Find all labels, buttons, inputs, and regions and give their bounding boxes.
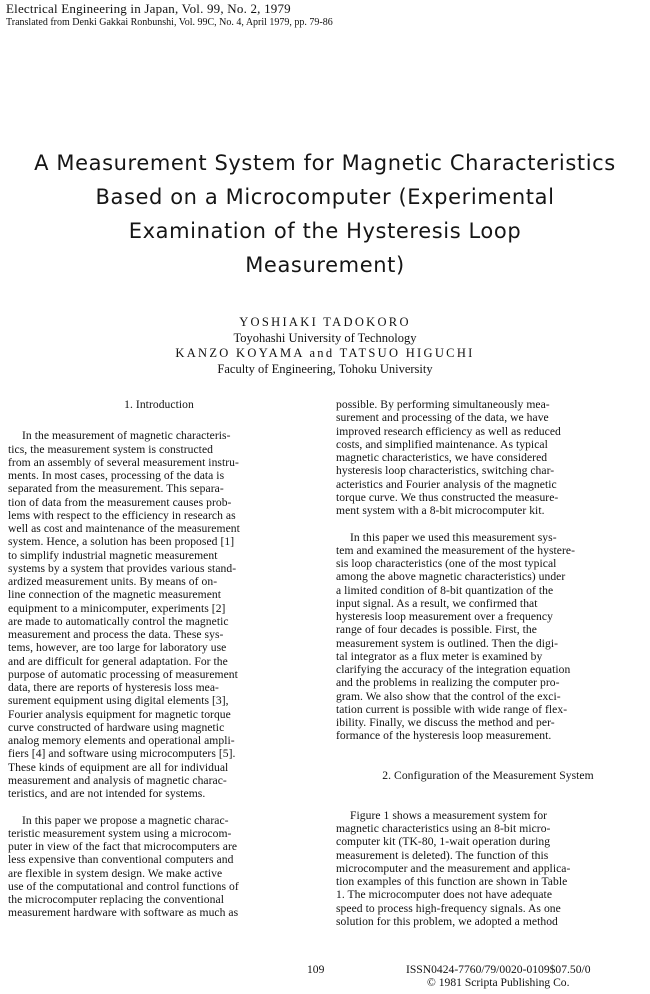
- text-line: and the problems in realizing the computer pro-: [336, 676, 560, 690]
- text-line: formance of the hysteresis loop measurement.: [336, 729, 552, 743]
- text-line: puter in view of the fact that microcomputers are: [8, 840, 238, 853]
- text-line: are made to automatically control the magnetic: [8, 614, 229, 628]
- text-line: teristics, and are not intended for systems.: [8, 787, 206, 800]
- text-line: solution for this problem, we adopted a method: [336, 914, 558, 928]
- author-block: [0, 315, 650, 377]
- translation-source: Translated from Denki Gakkai Ronbunshi, Vol. 99C, No. 4, April 1979, pp. 79-86: [6, 16, 333, 28]
- text-line: and are difficult for general adaptation. For the: [8, 654, 228, 668]
- page-number: 109: [307, 963, 325, 976]
- text-line: analog memory elements and operational ampli-: [8, 734, 235, 747]
- text-line: separated from the measurement. This separa-: [8, 482, 224, 496]
- text-line: gram. We also show that the control of the exci-: [336, 689, 561, 703]
- text-line: use of the computational and control functions of: [8, 879, 239, 893]
- text-line: system. Hence, a solution has been proposed [1]: [8, 535, 235, 549]
- text-line: measurement and analysis of magnetic charac-: [8, 773, 227, 787]
- issn-block: [406, 963, 591, 989]
- text-line: sis loop characteristics (one of the most typical: [336, 557, 557, 570]
- text-line: measurement system is outlined. Then the digi-: [336, 636, 559, 650]
- text-line: tation current is possible with wide range of flex-: [336, 702, 568, 716]
- text-line: well as cost and maintenance of the measurement: [8, 522, 240, 535]
- journal-citation: Electrical Engineering in Japan, Vol. 99, No. 2, 1979: [6, 1, 291, 16]
- text-line: input signal. As a result, we confirmed that: [336, 596, 538, 610]
- text-line: microcomputer and the measurement and applica-: [336, 861, 571, 875]
- author-affiliation: Faculty of Engineering, Tohoku University: [217, 361, 433, 376]
- text-line: purpose of automatic processing of measurement: [8, 667, 238, 681]
- text-line: systems by a system that provides various stand-: [8, 561, 237, 575]
- issn-line: ISSN0424-7760/79/0020-0109$07.50/0: [406, 963, 591, 976]
- journal-header: [6, 1, 333, 29]
- text-line: tics, the measurement system is constructed: [8, 442, 213, 456]
- text-line: equipment to a minicomputer, experiments [2]: [8, 601, 226, 615]
- text-line: clarifying the accuracy of the integration equation: [336, 663, 571, 676]
- title-line: A Measurement System for Magnetic Characteristics: [34, 151, 616, 175]
- text-line: teristic measurement system using a microcom-: [8, 826, 232, 840]
- text-line: Figure 1 shows a measurement system for: [350, 808, 548, 822]
- text-line: surement and processing of the data, we have: [336, 411, 549, 425]
- text-line: measurement hardware with software as much as: [8, 906, 239, 920]
- text-line: tion examples of this function are shown in Table: [336, 875, 568, 888]
- author-name: YOSHIAKI TADOKORO: [239, 315, 411, 329]
- section-heading: 2. Configuration of the Measurement System: [382, 769, 594, 782]
- text-line: ment system with a 8-bit microcomputer kit.: [336, 504, 545, 517]
- text-line: computer kit (TK-80, 1-wait operation during: [336, 835, 551, 849]
- text-line: among the above magnetic characteristics) under: [336, 570, 566, 584]
- paragraph: [336, 398, 640, 517]
- left-column: [8, 398, 310, 920]
- text-line: magnetic characteristics using an 8-bit micro-: [336, 822, 551, 835]
- paragraph: [336, 531, 640, 743]
- text-line: less expensive than conventional computers and: [8, 853, 234, 867]
- text-line: range of four decades is possible. First, the: [336, 623, 537, 637]
- title-line: Measurement): [245, 253, 405, 277]
- text-line: tion of data from the measurement causes prob-: [8, 495, 232, 509]
- text-line: In this paper we used this measurement sys-: [350, 530, 557, 544]
- text-line: surement equipment using digital elements [3],: [8, 694, 229, 708]
- right-column: [336, 398, 640, 928]
- copyright-line: © 1981 Scripta Publishing Co.: [427, 976, 570, 989]
- text-line: hysteresis loop measurement over a frequency: [336, 610, 553, 623]
- text-line: speed to process high-frequency signals. As one: [336, 901, 561, 915]
- text-line: tem and examined the measurement of the hystere-: [336, 543, 576, 557]
- text-line: In this paper we propose a magnetic charac-: [22, 813, 229, 827]
- title-line: Based on a Microcomputer (Experimental: [95, 185, 555, 209]
- text-line: measurement is deleted). The function of this: [336, 848, 549, 862]
- paragraph: [336, 809, 640, 928]
- text-line: to simplify industrial magnetic measurement: [8, 548, 218, 562]
- text-line: a limited condition of 8-bit quantization of the: [336, 583, 554, 597]
- text-line: data, there are reports of hysteresis loss mea-: [8, 681, 219, 694]
- text-line: line connection of the magnetic measurement: [8, 588, 222, 602]
- text-line: 1. The microcomputer does not have adequate: [336, 888, 553, 902]
- text-line: acteristics and Fourier analysis of the magnetic: [336, 477, 557, 491]
- text-line: curve constructed of hardware using magnetic: [8, 720, 225, 734]
- text-line: costs, and simplified maintenance. As typical: [336, 437, 548, 451]
- text-line: measurement and process the data. These sys-: [8, 628, 224, 641]
- text-line: lems with respect to the efficiency in research as: [8, 508, 236, 522]
- text-line: possible. By performing simultaneously mea-: [336, 398, 550, 411]
- text-line: magnetic characteristics, we have considered: [336, 451, 548, 464]
- text-line: are flexible in system design. We make active: [8, 866, 223, 880]
- text-line: tal integrator as a flux meter is examined by: [336, 649, 543, 663]
- text-line: improved research efficiency as well as reduced: [336, 424, 561, 438]
- text-line: ments. In most cases, processing of the data is: [8, 469, 225, 482]
- text-line: hysteresis loop characteristics, switching char-: [336, 464, 555, 478]
- text-line: ibility. Finally, we discuss the method and per-: [336, 716, 555, 729]
- paper-title: [0, 146, 650, 282]
- paragraph: [8, 429, 310, 800]
- paragraph: [8, 814, 310, 920]
- section-heading: 1. Introduction: [124, 398, 194, 411]
- text-line: fiers [4] and software using microcomputers [5].: [8, 747, 236, 761]
- text-line: the microcomputer replacing the conventional: [8, 893, 224, 906]
- text-line: from an assembly of several measurement instru-: [8, 455, 239, 469]
- text-line: In the measurement of magnetic characteris-: [22, 429, 231, 443]
- text-line: ardized measurement units. By means of on-: [8, 575, 218, 588]
- author-name: KANZO KOYAMA and TATSUO HIGUCHI: [175, 346, 475, 360]
- text-line: tems, however, are too large for laboratory use: [8, 641, 227, 655]
- text-line: Fourier analysis equipment for magnetic torque: [8, 707, 231, 721]
- author-affiliation: Toyohashi University of Technology: [233, 330, 417, 345]
- text-line: torque curve. We thus constructed the measure-: [336, 490, 559, 504]
- title-line: Examination of the Hysteresis Loop: [128, 219, 522, 243]
- text-line: These kinds of equipment are all for individual: [8, 760, 229, 774]
